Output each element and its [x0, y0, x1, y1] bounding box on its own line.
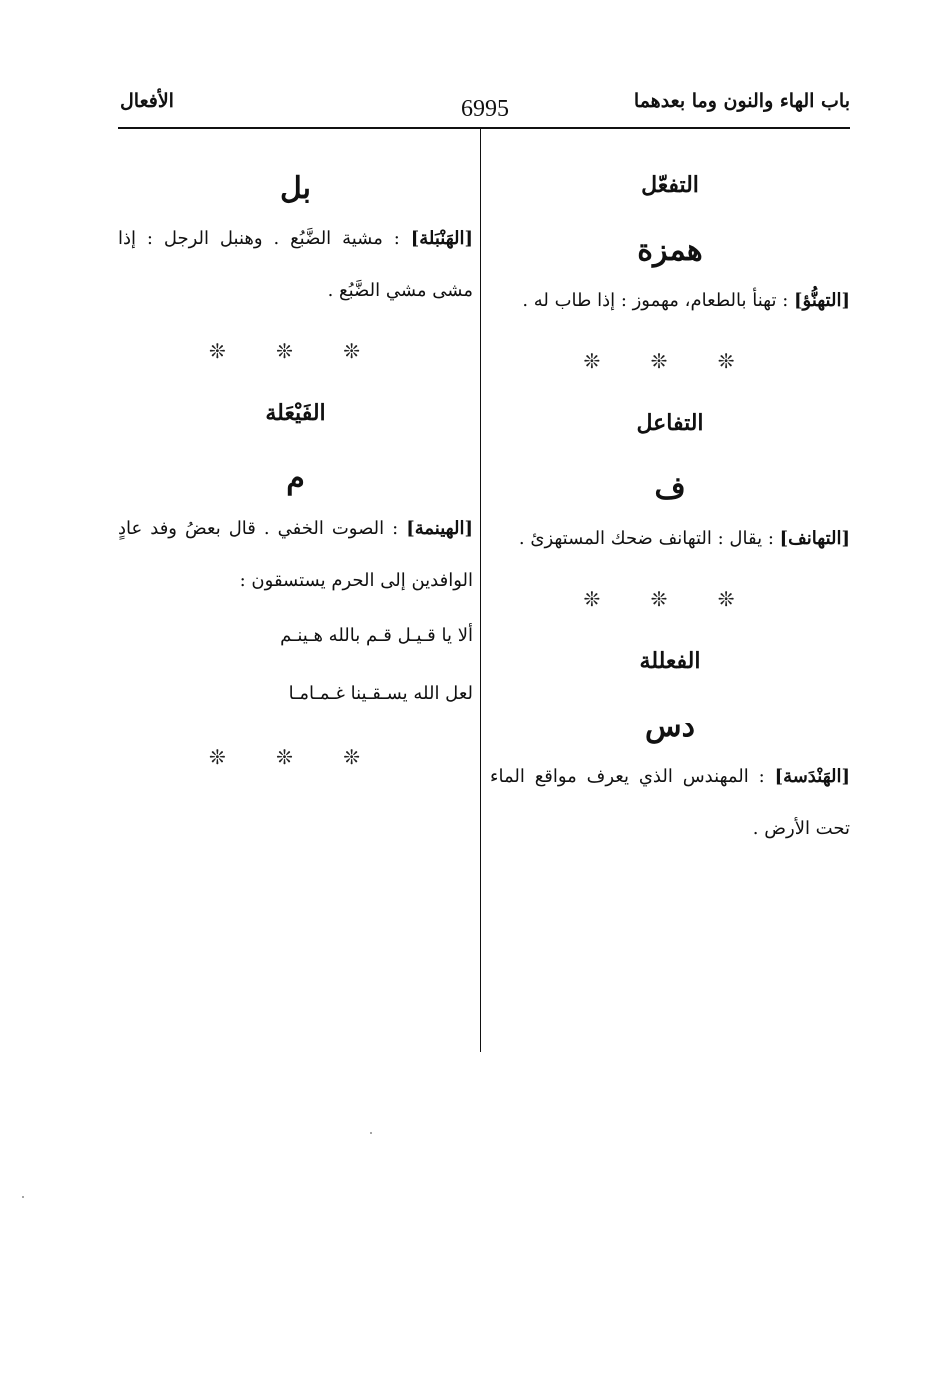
entry-term: [التهنُّؤ] — [794, 290, 850, 311]
column-divider — [480, 129, 481, 1052]
section-heading-falala: الفعللة — [639, 648, 701, 674]
root-word-das: دس — [645, 709, 695, 744]
entry-definition: : الصوت الخفي . قال بعضُ وفد عادٍ الوافدين إلى الحرم يستسقون : — [118, 518, 473, 591]
root-word-fa: ف — [654, 471, 686, 506]
root-word-hamza: همزة — [637, 233, 703, 268]
section-heading-fayala: الفَيْعَلة — [265, 400, 326, 426]
asterism-separator: ❊ ❊ ❊ — [583, 349, 757, 373]
page-number: 6995 — [461, 96, 509, 122]
dictionary-entry — [118, 503, 473, 607]
dictionary-entry — [490, 751, 850, 855]
left-column — [118, 165, 473, 777]
entry-definition: : مشية الضَّبُع . وهنبل الرجل : إذا مشى مشي الضَّبُع . — [118, 228, 473, 301]
header-rule — [118, 127, 850, 129]
entry-term: [الهَنْدَسة] — [774, 766, 850, 787]
entry-definition: : المهندس الذي يعرف مواقع الماء تحت الأرض . — [490, 766, 850, 839]
verse-line-1: ألا يا قـيـل قـم بالله هـينـم — [280, 625, 473, 646]
dictionary-entry — [490, 275, 850, 327]
scan-speck — [370, 1132, 372, 1134]
section-heading-tafaal: التفاعل — [636, 410, 704, 436]
asterism-separator: ❊ ❊ ❊ — [209, 745, 382, 769]
right-column — [490, 165, 850, 855]
section-label: الأفعال — [120, 90, 174, 112]
asterism-separator: ❊ ❊ ❊ — [209, 339, 382, 363]
asterism-separator: ❊ ❊ ❊ — [583, 587, 757, 611]
entry-term: [الهَنْبَلة] — [410, 228, 473, 249]
entry-definition: : تهنأ بالطعام، مهموز : إذا طاب له . — [522, 290, 789, 311]
chapter-title: باب الهاء والنون وما بعدهما — [633, 90, 850, 112]
dictionary-entry — [490, 513, 850, 565]
entry-term: [الهينمة] — [406, 518, 473, 539]
root-word-bal: بل — [279, 171, 312, 206]
entry-term: [التهانف] — [779, 528, 850, 549]
section-heading-tafaul: التفعّل — [641, 172, 699, 198]
root-word-mim: م — [286, 461, 305, 496]
entry-definition: : يقال : التهانف ضحك المستهزئ . — [518, 528, 774, 549]
scan-speck — [22, 1196, 24, 1198]
dictionary-entry — [118, 213, 473, 317]
verse-line-2: لعل الله يسـقـينا غـمـامـا — [288, 683, 473, 704]
